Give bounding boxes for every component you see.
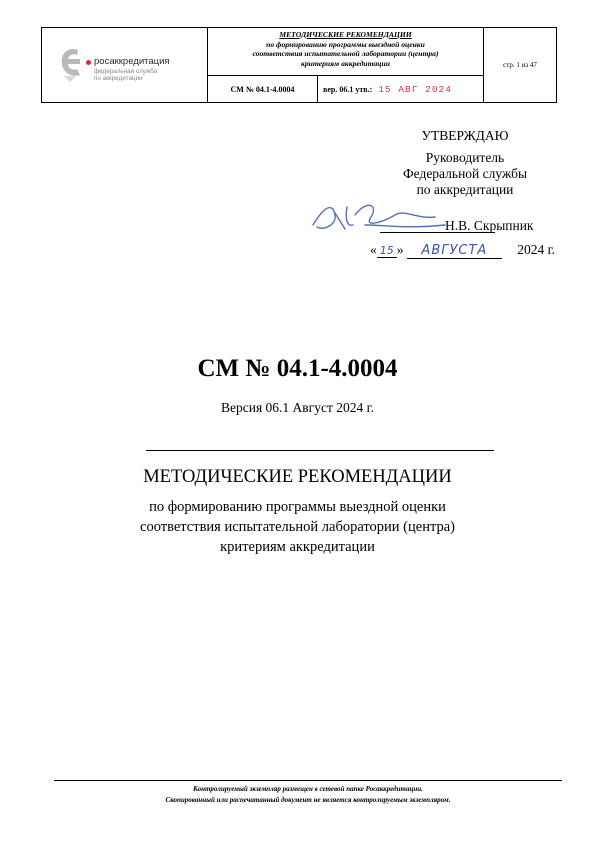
logo-subtitle [94,68,157,82]
document-version: Версия 06.1 Август 2024 г. [221,400,374,415]
document-header-table [41,27,557,103]
date-day: 15 [377,244,397,258]
header-doc-code: СМ № 04.1-4.0004 [208,76,318,102]
approval-date-stamp: 15 АВГ 2024 [378,83,452,95]
header-title-line: МЕТОДИЧЕСКИЕ РЕКОМЕНДАЦИИ [279,30,412,39]
approval-date [370,242,555,259]
logo-subtitle-line: федеральная служба [94,68,158,75]
signer-name: Н.В. Скрыпник [445,218,534,233]
footer-line: Скопированный или распечатанный документ не является контролируемым экземпляром. [165,796,451,804]
approval-heading: УТВЕРЖДАЮ [421,128,509,143]
logo-name: росаккредитация [94,56,170,67]
footer-rule [54,780,562,781]
header-title-line: соответствия испытательной лаборатории (центра) [252,49,439,58]
header-page-number: стр. 1 из 47 [503,61,537,69]
document-main-title: МЕТОДИЧЕСКИЕ РЕКОМЕНДАЦИИ [143,467,452,487]
date-open-quote: « [370,242,377,257]
date-close-quote: » [396,242,404,257]
date-month: АВГУСТА [407,243,502,259]
rosaccreditation-logo [58,44,198,88]
subtitle-line: по формированию программы выездной оценки [149,499,446,515]
footer-notice [54,784,562,806]
rosaccreditation-emblem-icon [58,44,88,84]
subtitle-line: соответствия испытательной лаборатории (центра) [140,519,455,535]
header-title-line: критериям аккредитации [301,58,390,68]
header-title-cell [208,28,484,76]
document-code-title: СМ № 04.1-4.0004 [197,355,398,382]
document-subtitle [0,497,595,557]
logo-cell [42,28,208,102]
approval-line: Руководитель [425,150,505,165]
approval-line: Федеральной службы [402,166,528,181]
subtitle-line: критериям аккредитации [220,539,375,555]
title-divider [146,450,494,451]
header-title-line: по формированию программы выездной оценки [266,39,425,49]
header-version-label: вер. 06.1 утв.: [323,84,373,94]
header-version-cell [318,76,484,102]
date-year: 2024 г. [517,242,556,257]
logo-red-dot [86,60,91,65]
handwritten-signature [305,195,455,245]
logo-subtitle-line: по аккредитации [94,75,143,82]
approval-line: по аккредитации [416,182,514,197]
footer-line: Контролируемый экземпляр размещен в сетевой папке Росаккредитации. [193,785,423,793]
